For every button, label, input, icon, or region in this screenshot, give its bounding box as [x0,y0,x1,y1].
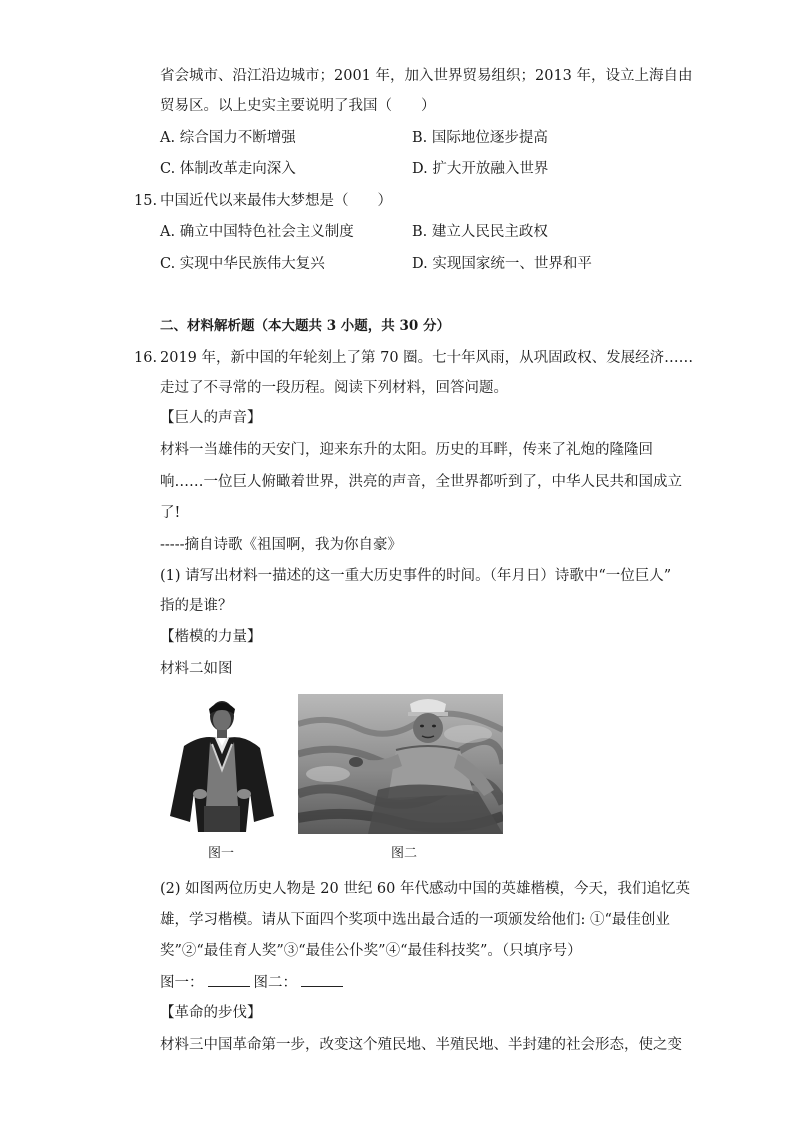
answer-blank-figure2[interactable] [301,972,343,987]
q15-option-a: A. 确立中国特色社会主义制度 [160,224,354,240]
q15-number: 15. [134,193,158,209]
q16-intro-line2: 走过了不寻常的一段历程。阅读下列材料，回答问题。 [160,380,508,396]
part3-title: 【革命的步伐】 [160,1005,262,1021]
figure2-caption: 图二 [391,846,418,861]
answer-blank-figure1[interactable] [208,972,250,987]
q14-stem-line2: 贸易区。以上史实主要说明了我国（ ） [160,98,436,114]
q15-option-d: D. 实现国家统一、世界和平 [412,256,592,272]
material1-line2: 响……一位巨人俯瞰着世界，洪亮的声音，全世界都听到了，中华人民共和国成立 [160,474,682,490]
sub2-line1: (2) 如图两位历史人物是 20 世纪 60 年代感动中国的英雄楷模，今天，我们追忆英 [160,881,690,897]
figure2-photo [298,694,503,834]
q15-option-c: C. 实现中华民族伟大复兴 [160,256,325,272]
standing-man-illustration [162,694,278,834]
q15-option-b: B. 建立人民民主政权 [412,224,548,240]
q14-option-a: A. 综合国力不断增强 [160,130,296,146]
q14-option-b: B. 国际地位逐步提高 [412,130,548,146]
answer-label-figure1: 图一： [160,975,204,991]
part2-title: 【楷模的力量】 [160,629,262,645]
material2-label: 材料二如图 [160,661,233,677]
figure1-photo [162,694,278,834]
material1-line3: 了! [160,505,181,521]
figure1-caption: 图一 [208,846,235,861]
sub1-line2: 指的是谁？ [160,598,233,614]
sub2-line3: 奖”②“最佳育人奖”③“最佳公仆奖”④“最佳科技奖”。（只填序号） [160,943,582,959]
part1-title: 【巨人的声音】 [160,410,262,426]
answer-label-figure2: 图二： [253,975,297,991]
answer-row [160,972,347,993]
q14-stem-line1: 省会城市、沿江沿边城市；2001 年，加入世界贸易组织；2013 年，设立上海自由 [160,68,693,84]
q16-intro-line1: 2019 年，新中国的年轮刻上了第 70 圈。七十年风雨，从巩固政权、发展经济…… [160,350,694,366]
q14-option-d: D. 扩大开放融入世界 [412,161,549,177]
q14-option-c: C. 体制改革走向深入 [160,161,296,177]
sub2-line2: 雄，学习楷模。请从下面四个奖项中选出最合适的一项颁发给他们: ①“最佳创业 [160,912,670,928]
sub1-line1: (1) 请写出材料一描述的这一重大历史事件的时间。（年月日）诗歌中“一位巨人” [160,568,672,584]
man-in-mud-illustration [298,694,503,834]
material1-line1: 材料一当雄伟的天安门，迎来东升的太阳。历史的耳畔，传来了礼炮的隆隆回 [160,442,653,458]
section2-heading: 二、材料解析题（本大题共 3 小题，共 30 分） [160,318,450,334]
material3-line1: 材料三中国革命第一步，改变这个殖民地、半殖民地、半封建的社会形态，使之变 [160,1037,682,1053]
q15-stem: 中国近代以来最伟大梦想是（ ） [160,193,392,209]
q16-number: 16. [134,350,158,366]
poem-source: -----摘自诗歌《祖国啊，我为你自豪》 [160,537,402,553]
